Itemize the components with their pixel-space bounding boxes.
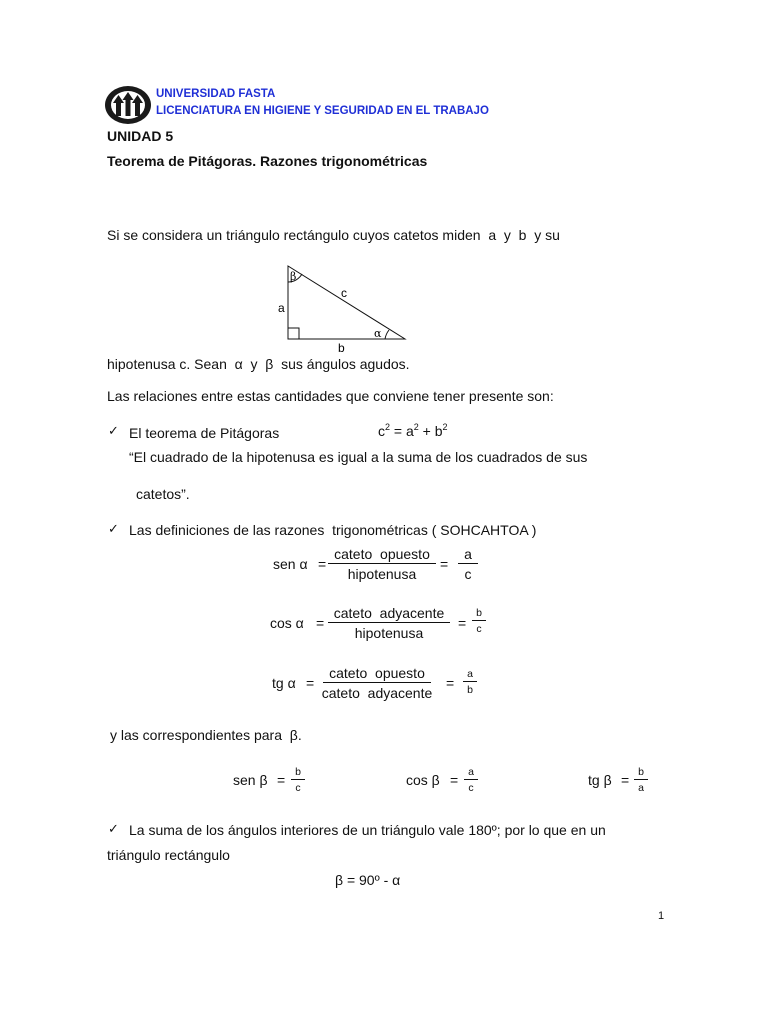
numerator: b [634,766,648,780]
pythagoras-label: El teorema de Pitágoras [129,425,280,441]
right-triangle-diagram [270,258,420,358]
side-c-label: c [341,286,347,300]
relations-text: Las relaciones entre estas cantidades que conviene tener presente son: [107,388,554,404]
topic-title: Teorema de Pitágoras. Razones trigonométricas [107,153,428,169]
denominator: c [464,566,472,582]
pythagoras-quote-line2: catetos”. [136,486,190,502]
tg-alpha-label: tg α [272,675,296,691]
denominator: hipotenusa [354,625,424,641]
denominator: hipotenusa [347,566,417,582]
sen-alpha-fraction [328,546,436,582]
unit-title: UNIDAD 5 [107,128,174,144]
numerator: cateto adyacente [328,605,451,623]
angles-sum-line2: triángulo rectángulo [107,847,230,863]
alpha-label: α [374,327,382,340]
check-icon: ✓ [108,424,119,439]
tg-beta-ratio [633,766,649,794]
definitions-title: Las definiciones de las razones trigonométricas ( SOHCAHTOA ) [129,522,537,538]
equals-sign: = [306,675,315,691]
denominator: c [295,782,301,794]
beta-formula: β = 90º - α [335,872,401,888]
intro-text: Si se considera un triángulo rectángulo cuyos catetos miden a y b y su [107,227,560,243]
denominator: a [638,782,644,794]
check-icon: ✓ [108,522,119,537]
check-icon: ✓ [108,822,119,837]
angles-sum-line1: La suma de los ángulos interiores de un triángulo vale 180º; por lo que en un [129,822,606,838]
equals-sign: = [440,556,449,572]
denominator: cateto adyacente [321,685,433,701]
denominator: c [476,623,482,635]
hypotenuse-text: hipotenusa c. Sean α y β sus ángulos agudos. [107,356,410,372]
equals-sign: = [318,556,327,572]
equals-sign: = [446,675,455,691]
numerator: a [463,668,477,682]
denominator: c [468,782,474,794]
equals-sign: = [621,772,630,788]
numerator: a [464,766,478,780]
sen-beta-ratio [290,766,306,794]
career-name: LICENCIATURA EN HIGIENE Y SEGURIDAD EN EL TRABAJO [156,105,489,117]
equals-sign: = [277,772,286,788]
page-number: 1 [658,910,665,922]
side-b-label: b [338,341,345,355]
beta-label: β [290,270,297,283]
university-name: UNIVERSIDAD FASTA [156,88,276,100]
alpha-arc [385,330,389,339]
sen-alpha-label: sen α [273,556,308,572]
equals-sign: = [458,615,467,631]
numerator: b [472,607,486,621]
equals-sign: = [316,615,325,631]
cos-alpha-label: cos α [270,615,304,631]
cos-alpha-ratio [471,607,487,635]
cos-beta-ratio [463,766,479,794]
numerator: cateto opuesto [323,665,431,683]
beta-intro-text: y las correspondientes para β. [110,727,302,743]
equals-sign: = [450,772,459,788]
right-angle-marker [288,328,299,339]
pythagoras-formula: $c^2 = a^2 + b^2$ [378,422,448,439]
university-logo [104,85,152,125]
cos-beta-label: cos β [406,772,440,788]
numerator: b [291,766,305,780]
tg-beta-label: tg β [588,772,612,788]
tg-alpha-fraction [314,665,440,701]
sen-beta-label: sen β [233,772,268,788]
side-a-label: a [278,301,285,315]
sen-alpha-ratio [458,546,478,582]
triangle-shape [288,266,405,339]
pythagoras-quote-line1: “El cuadrado de la hipotenusa es igual a la suma de los cuadrados de sus [129,449,588,465]
denominator: b [467,684,473,696]
numerator: cateto opuesto [328,546,436,564]
numerator: a [458,546,478,564]
cos-alpha-fraction [326,605,452,641]
tg-alpha-ratio [462,668,478,696]
